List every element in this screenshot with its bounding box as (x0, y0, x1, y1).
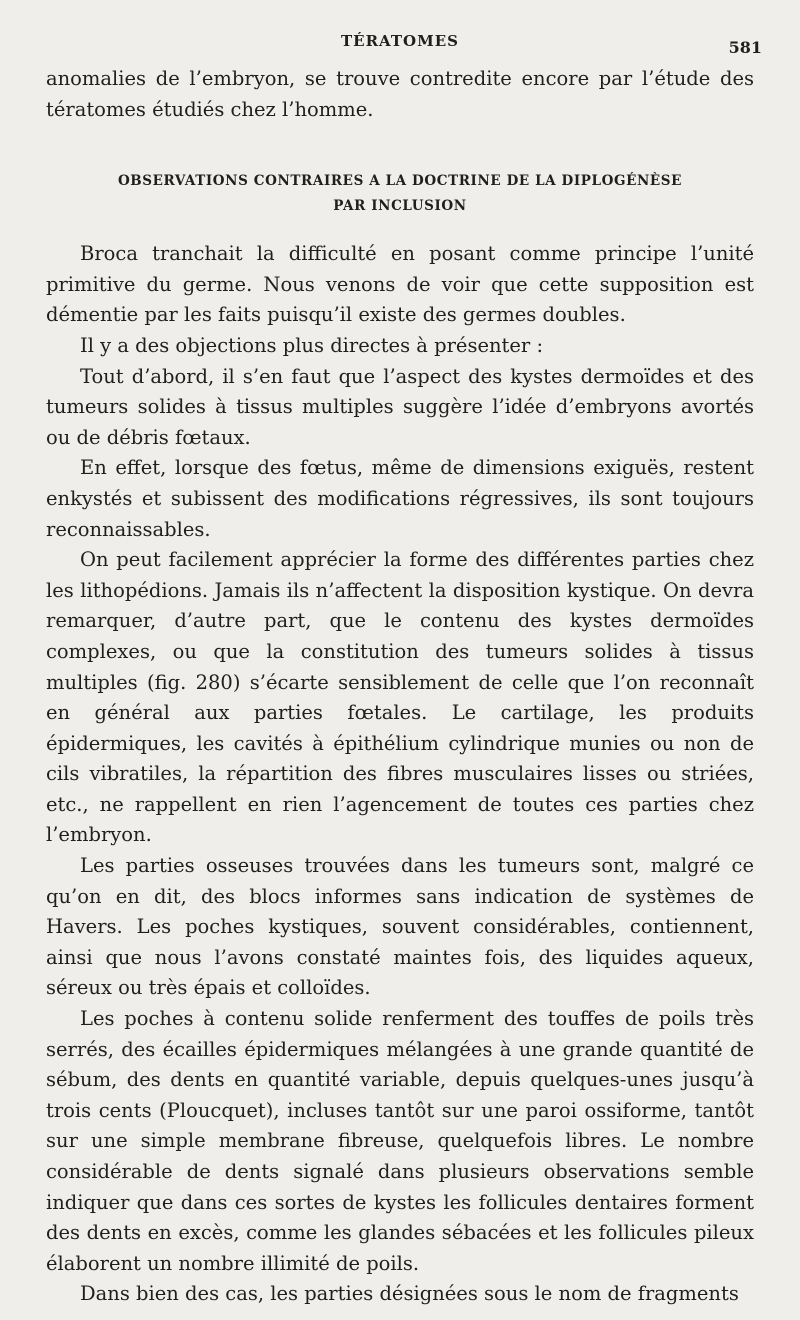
paragraph-last: Dans bien des cas, les parties désignées sous le nom de fragments (80, 1282, 739, 1306)
page-header (46, 30, 762, 64)
paragraph-continuation: anomalies de l’embryon, se trouve contredite encore par l’étude des tératomes étudiés chez l’homme. (46, 67, 754, 121)
paragraph: Broca tranchait la difficulté en posant comme principe l’unité primitive du germe. Nous venons de voir que cette supposition est démentie par les faits puisqu’il existe des germes doubles. (46, 242, 754, 327)
paragraph: Tout d’abord, il s’en faut que l’aspect des kystes dermoïdes et des tumeurs solides à tissus multiples suggère l’idée d’embryons avortés ou de débris fœtaux. (46, 364, 754, 449)
page-number: 581 (728, 38, 762, 57)
section-heading-line-2: PAR INCLUSION (333, 198, 467, 215)
paragraph: En effet, lorsque des fœtus, même de dimensions exiguës, restent enkystés et subissent des modifications régressives, ils sont toujours reconnaissables. (46, 456, 754, 541)
paragraph: Il y a des objections plus directes à présenter : (80, 333, 544, 357)
running-title: TÉRATOMES (341, 32, 459, 50)
paragraph: On peut facilement apprécier la forme des différentes parties chez les lithopédions. Jamais ils n’affectent la disposition kystique. On devra remarquer, d’autre part, que le contenu des kystes dermoïdes complexes, ou que la constitution des tumeurs solides à tissus multiples (fig. 280) s’écarte sensiblement de celle que l’on reconnaît en général aux parties fœtales. Le cartilage, les produits épidermiques, les cavités à épithélium cylindrique munies ou non de cils vibratiles, la répartition des fibres musculaires lisses ou striées, etc., ne rappellent en rien l’agencement de toutes ces parties chez l’embryon. (46, 548, 754, 847)
section-heading (46, 169, 754, 219)
paragraph: Les poches à contenu solide renferment des touffes de poils très serrés, des écailles épidermiques mélangées à une grande quantité de sébum, des dents en quantité variable, depuis quelques-unes jusqu’à trois cents (Ploucquet), incluses tantôt sur une paroi ossiforme, tantôt sur une simple membrane fibreuse, quelquefois libres. Le nombre considérable de dents signalé dans plusieurs observations semble indiquer que dans ces sortes de kystes les follicules dentaires forment des dents en excès, comme les glandes sébacées et les follicules pileux élaborent un nombre illimité de poils. (46, 1007, 754, 1275)
section-heading-line-1: OBSERVATIONS CONTRAIRES A LA DOCTRINE DE LA DIPLOGÉNÈSE (117, 173, 683, 190)
paragraph: Les parties osseuses trouvées dans les tumeurs sont, malgré ce qu’on en dit, des blocs informes sans indication de systèmes de Havers. Les poches kystiques, souvent considérables, contiennent, ainsi que nous l’avons constaté maintes fois, des liquides aqueux, séreux ou très épais et colloïdes. (46, 854, 754, 1000)
